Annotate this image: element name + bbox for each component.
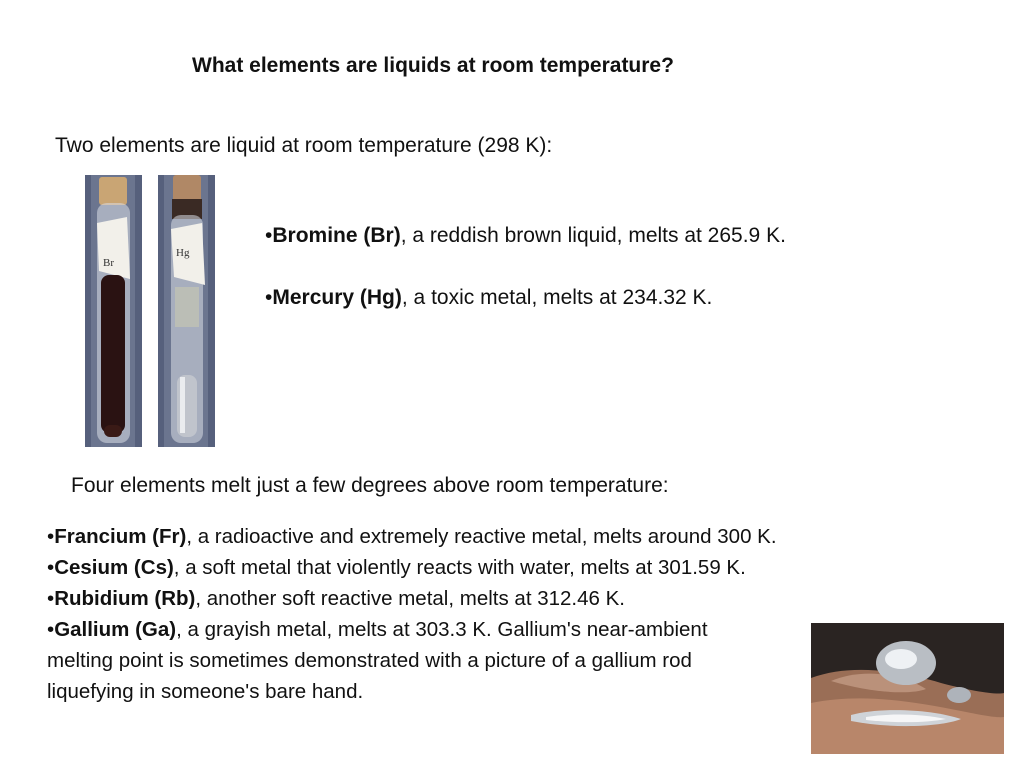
gallium-hand-photo — [811, 623, 1004, 754]
element-desc: , another soft reactive metal, melts at 312.46 K. — [195, 587, 625, 610]
mercury-name: Mercury (Hg) — [272, 286, 402, 309]
element-name: Rubidium (Rb) — [54, 587, 196, 610]
element-name: Francium (Fr) — [54, 525, 187, 548]
intro-liquid-text: Two elements are liquid at room temperature (298 K): — [55, 134, 553, 157]
bromine-bullet — [265, 224, 786, 248]
element-name: Cesium (Cs) — [54, 556, 174, 579]
bromine-desc: , a reddish brown liquid, melts at 265.9 K. — [400, 224, 786, 247]
bromine-tube-photo — [85, 175, 142, 447]
element-desc: , a radioactive and extremely reactive metal, melts around 300 K. — [186, 525, 777, 548]
bullet-dot: • — [47, 587, 55, 610]
mercury-bullet — [265, 286, 712, 310]
bromine-name: Bromine (Br) — [272, 224, 401, 247]
near-liquid-list — [47, 521, 907, 707]
bromine-tube-label: Br — [103, 257, 114, 269]
mercury-tube-label: Hg — [176, 247, 190, 259]
bullet-dot: • — [47, 618, 55, 641]
list-item — [47, 552, 907, 583]
slide-title: What elements are liquids at room temperature? — [192, 54, 674, 77]
element-desc: , a grayish metal, melts at 303.3 K. Gallium's near-ambient — [176, 618, 708, 641]
list-item — [47, 583, 907, 614]
list-item — [47, 521, 907, 552]
intro-near-text: Four elements melt just a few degrees above room temperature: — [71, 474, 669, 497]
bullet-dot: • — [47, 525, 55, 548]
list-item — [47, 614, 907, 645]
bullet-dot: • — [265, 224, 273, 247]
bullet-dot: • — [47, 556, 55, 579]
bullet-dot: • — [265, 286, 273, 309]
mercury-tube-photo — [158, 175, 215, 447]
element-name: Gallium (Ga) — [54, 618, 177, 641]
gallium-continuation-line: liquefying in someone's bare hand. — [47, 680, 364, 703]
gallium-continuation-line: melting point is sometimes demonstrated with a picture of a gallium rod — [47, 649, 692, 672]
mercury-desc: , a toxic metal, melts at 234.32 K. — [401, 286, 713, 309]
element-desc: , a soft metal that violently reacts with water, melts at 301.59 K. — [173, 556, 746, 579]
